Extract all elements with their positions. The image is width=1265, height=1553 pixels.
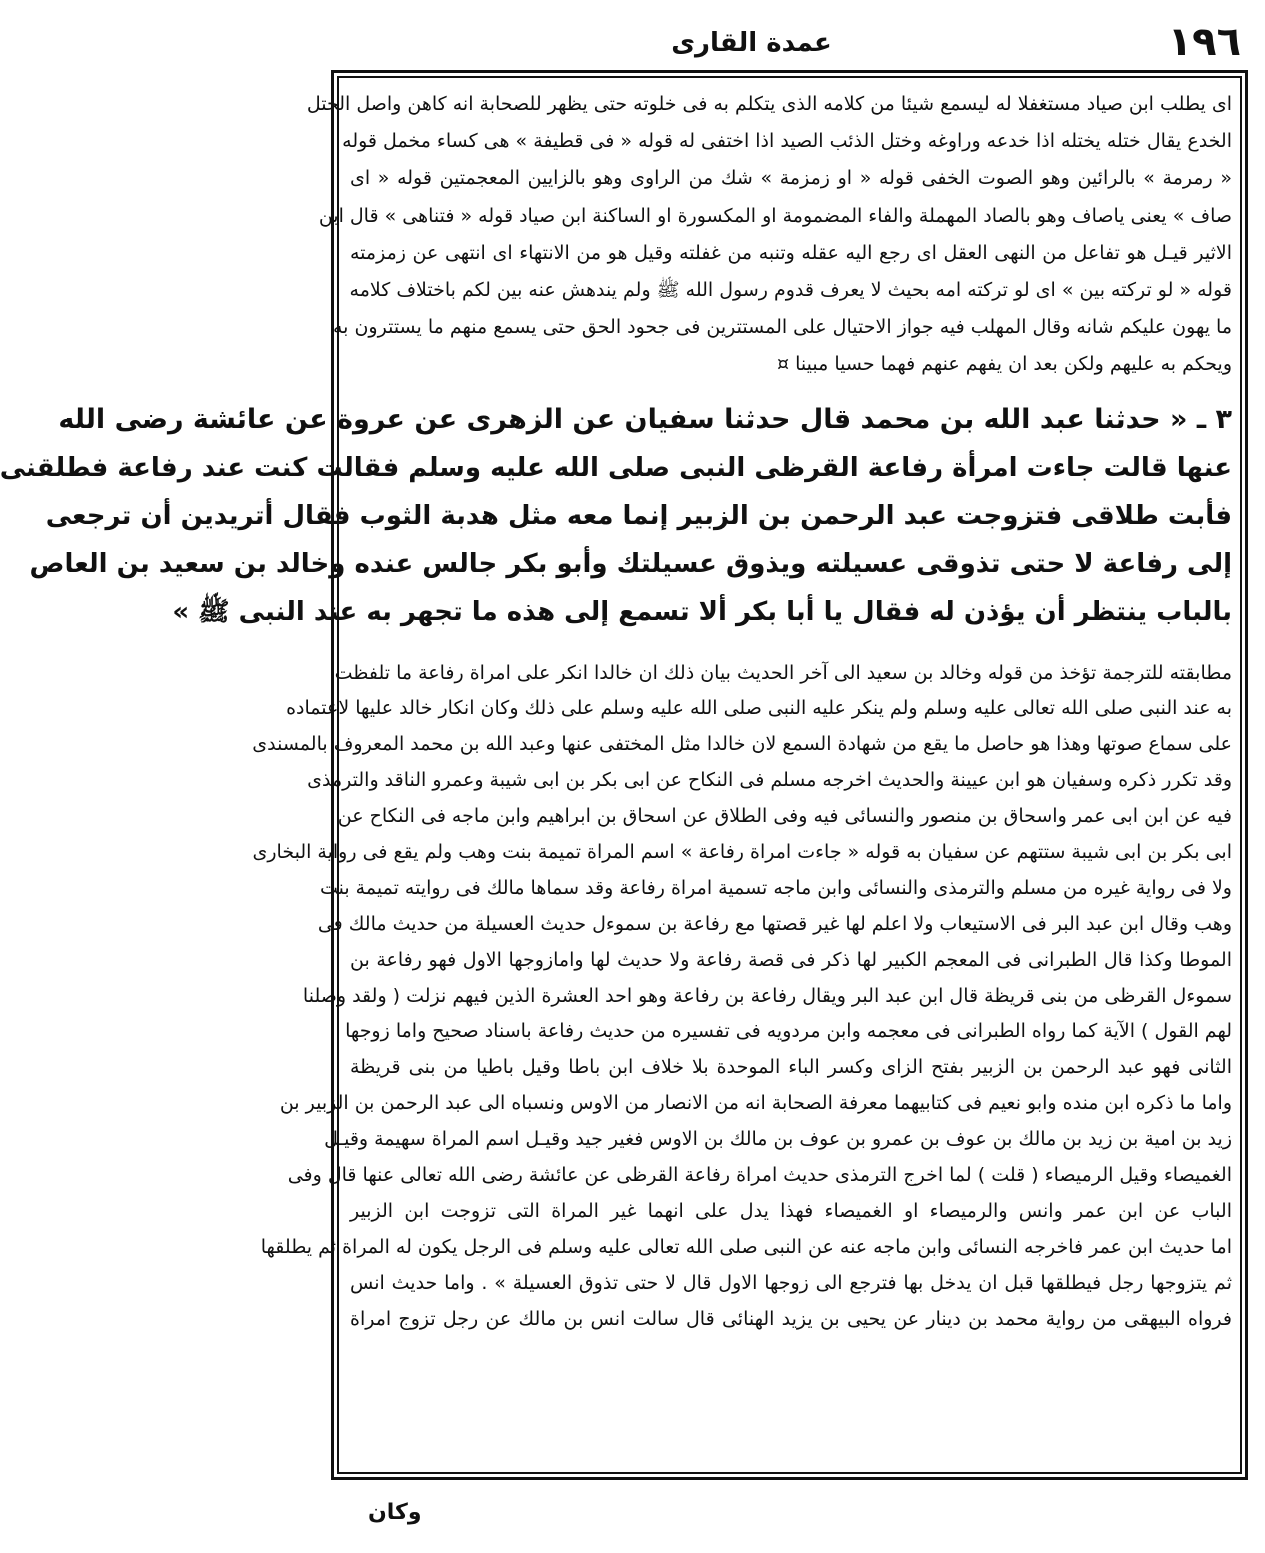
hadith-line: إلى رفاعة لا حتى تذوقى عسيلته ويذوق عسيلتك وأبو بكر جالس عنده وخالد بن سعيد بن العاص xyxy=(29,548,1232,579)
text-line: الموطا وكذا قال الطبرانى فى المعجم الكبير لها ذكر فى قصة رفاعة ولا حديث لها وامازوجها الاول فهو رفاعة بن xyxy=(350,948,1232,971)
text-block xyxy=(0,86,1232,1337)
hadith-line: ٣ ـ « حدثنا عبد الله بن محمد قال حدثنا سفيان عن الزهرى عن عروة عن عائشة رضى الله xyxy=(58,403,1232,435)
text-line: الخدع يقال ختله يختله اذا خدعه وراوغه وختل الذئب الصيد اذا اختفى له قوله « فى قطيفة » هى كساء مخمل قوله xyxy=(342,130,1232,153)
catchword: وكان xyxy=(368,1500,422,1525)
text-line: اى يطلب ابن صياد مستغفلا له ليسمع شيئا من كلامه الذى يتكلم به فى خلوته حتى يظهر للصحابة انه كاهن واصل الختل xyxy=(306,93,1232,115)
text-line: ثم يتزوجها رجل فيطلقها قبل ان يدخل بها فترجع الى زوجها الاول قال لا حتى تذوق العسيلة » . واما حديث انس xyxy=(350,1271,1232,1294)
text-line: فرواه البيهقى من رواية محمد بن دينار عن يحيى بن يزيد الهنائى قال سالت انس بن مالك عن رجل تزوج امراة xyxy=(350,1307,1232,1330)
text-line: « رمرمة » بالرائين وهو الصوت الخفى قوله « او زمزمة » شك من الراوى وهو بالزايين المعجمتين قوله « اى xyxy=(350,167,1232,190)
text-line: ولا فى رواية غيره من مسلم والترمذى والنسائى وابن ماجه تسمية امراة رفاعة وقد سماها مالك فى روايته تميمة بنت xyxy=(319,876,1232,899)
commentary-section xyxy=(306,86,1232,384)
text-line: على سماع صوتها وهذا هو حاصل ما يقع من شهادة السمع لان خالدا مثل المختفى عنها وعبد الله بن محمد المعروف بالمسندى xyxy=(252,733,1232,756)
text-line: واما ما ذكره ابن منده وابو نعيم فى كتابيهما معرفة الصحابة انه من الانصار من الاوس ونسباه الى عبد الرحمن بن الزبير بن xyxy=(279,1092,1232,1115)
text-line: ويحكم به عليهم ولكن بعد ان يفهم عنهم فهما حسيا مبينا ¤ xyxy=(777,353,1232,376)
text-line: الغميصاء وقيل الرميصاء ( قلت ) لما اخرج الترمذى حديث امراة رفاعة القرظى عن عائشة رضى الله تعالى عنها قال وفى xyxy=(287,1163,1232,1186)
hadith-line: فأبت طلاقى فتزوجت عبد الرحمن بن الزبير إنما معه مثل هدبة الثوب فقال أتريدين أن ترجعى xyxy=(45,500,1232,531)
hadith-line: عنها قالت جاءت امرأة رفاعة القرظى النبى صلى الله عليه وسلم فقالت كنت عند رفاعة فطلقنى xyxy=(0,452,1232,483)
text-line: زيد بن امية بن زيد بن مالك بن عوف بن عمرو بن عوف بن مالك بن الاوس فغير جيد وقيـل اسم المراة سهيمة وقيـل xyxy=(324,1128,1232,1151)
text-line: وهب وقال ابن عبد البر فى الاستيعاب ولا اعلم لها غير قصتها مع رفاعة بن سموءل حديث العسيلة من حديث مالك فى xyxy=(317,912,1232,935)
body-section xyxy=(252,656,1232,1338)
page-number: ١٩٦ xyxy=(1167,19,1241,65)
text-line: اما حديث ابن عمر فاخرجه النسائى وابن ماجه عنه عن النبى صلى الله تعالى عليه وسلم فى الرجل يكون له المراة ثم يطلقها xyxy=(260,1235,1232,1258)
text-line: سموءل القرظى من بنى قريظة قال ابن عبد البر ويقال رفاعة بن رفاعة وهو احد العشرة الذين فيهم نزلت ( ولقد وصلنا xyxy=(302,984,1232,1007)
running-head-title: عمدة القارى xyxy=(671,28,832,58)
text-line: به عند النبى صلى الله تعالى عليه وسلم ولم ينكر عليه النبى صلى الله عليه وسلم على ذلك وكان انكار خالد عليها لاعتماده xyxy=(286,697,1232,720)
text-line: قوله « لو تركته بين » اى لو تركته امه بحيث لا يعرف قدوم رسول الله ﷺ ولم يندهش عنه بين لكم باختلاف كلامه xyxy=(349,278,1232,301)
text-line: ابى بكر بن ابى شيبة ستتهم عن سفيان به قوله « جاءت امراة رفاعة » اسم المراة تميمة بنت وهب ولم يقع فى رواية البخارى xyxy=(252,840,1232,863)
text-line: صاف » يعنى ياصاف وهو بالصاد المهملة والفاء المضمومة او المكسورة او الساكنة ابن صياد قوله « فتناهى » قال ابن xyxy=(318,204,1232,227)
text-line: وقد تكرر ذكره وسفيان هو ابن عيينة والحديث اخرجه مسلم فى النكاح عن ابى بكر بن ابى شيبة وعمرو الناقد والترمذى xyxy=(307,769,1232,792)
text-line: ما يهون عليكم شانه وقال المهلب فيه جواز الاحتيال على المستترين فى جحود الحق حتى يسمع منهم ما يستترون به xyxy=(332,316,1232,339)
hadith-section xyxy=(0,396,1232,636)
text-line: لهم القول ) الآية كما رواه الطبرانى فى معجمه وابن مردويه فى تفسيره من حديث رفاعة باسناد صحيح واما زوجها xyxy=(345,1020,1232,1043)
text-line: فيه عن ابن ابى عمر واسحاق بن منصور والنسائى فيه وفى الطلاق عن اسحاق بن ابراهيم وابن ماجه فى النكاح عن xyxy=(337,805,1232,828)
text-line: الثانى فهو عبد الرحمن بن الزبير بفتح الزاى وكسر الباء الموحدة بلا خلاف ابن باطا وقيل باطيا من بنى قريظة xyxy=(350,1056,1232,1079)
text-line: الاثير قيـل هو تفاعل من النهى العقل اى رجع اليه عقله وتنبه من غفلته وقيل هو من الانتهاء اى انتهى عن زمزمته xyxy=(350,241,1232,264)
hadith-line: بالباب ينتظر أن يؤذن له فقال يا أبا بكر ألا تسمع إلى هذه ما تجهر به عند النبى ﷺ » xyxy=(172,596,1232,627)
text-line: مطابقته للترجمة تؤخذ من قوله وخالد بن سعيد الى آخر الحديث بيان ذلك ان خالدا انكر على امراة رفاعة ما تلفظت xyxy=(334,661,1232,684)
text-line: الباب عن ابن عمر وانس والرميصاء او الغميصاء فهذا يدل على انهما غير المراة التى تزوجت ابن الزبير xyxy=(350,1199,1232,1222)
